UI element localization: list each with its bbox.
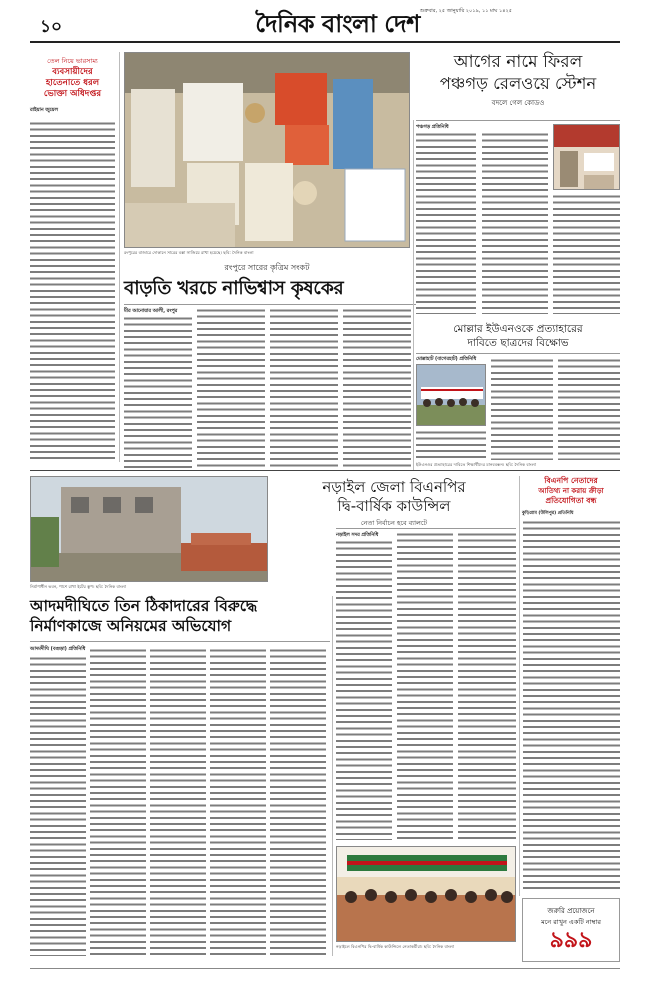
photo-student-protest bbox=[416, 364, 486, 426]
photo-caption: রংপুরের বাজারে দোকানে সারের বস্তা সাজিয়ে রাখা হয়েছে। ছবি: দৈনিক বাংলা bbox=[124, 250, 254, 255]
article-body bbox=[458, 532, 516, 840]
article-body bbox=[90, 648, 146, 956]
story-oil bbox=[30, 48, 115, 468]
headline-line: নড়াইল জেলা বিএনপির bbox=[322, 478, 466, 496]
article-body bbox=[30, 656, 86, 956]
article-body bbox=[558, 358, 620, 460]
byline: রাইয়ান জুয়েল bbox=[30, 108, 58, 113]
article-body bbox=[482, 132, 548, 314]
headline-line: বিএনপি নেতাদের bbox=[544, 476, 598, 485]
headline-line: আদমদীঘিতে তিন ঠিকাদারের বিরুদ্ধে bbox=[30, 597, 258, 615]
story-sports-stopped bbox=[522, 476, 620, 517]
headline-line: ভোক্তা অধিদপ্তর bbox=[43, 89, 102, 99]
story3-headline: বাড়তি খরচে নাভিশ্বাস কৃষকের bbox=[124, 278, 344, 299]
article-body bbox=[30, 121, 115, 459]
photo-construction-site bbox=[30, 476, 268, 582]
story3-kicker: রংপুরে সারের কৃত্রিম সংকট bbox=[224, 263, 310, 272]
article-body bbox=[416, 430, 486, 460]
headline-line: আতিথ্য না করায় ক্রীড়া bbox=[538, 487, 604, 495]
headline-line: ব্যবসায়ীদের bbox=[52, 67, 93, 77]
subhead: বদলে গেল কোডও bbox=[491, 99, 545, 107]
byline: আদমদীঘি (বগুড়া) প্রতিনিধি bbox=[30, 647, 86, 652]
article-body bbox=[270, 648, 326, 956]
headline-line: হাতেনাতে ধরল bbox=[45, 78, 100, 88]
emergency-ad bbox=[522, 898, 620, 962]
ad-line: মনে রাখুন একটি নাম্বার bbox=[541, 918, 601, 926]
photo-railway-station bbox=[553, 124, 620, 190]
photo-council-rally bbox=[336, 846, 516, 942]
story-narail-council bbox=[270, 478, 518, 529]
article-body bbox=[197, 308, 265, 468]
byline: কুড়িগ্রাম (উলিপুর) প্রতিনিধি bbox=[522, 511, 574, 516]
masthead bbox=[0, 0, 650, 46]
article-body bbox=[210, 648, 266, 956]
subhead: নেতা নির্বাচন হবে ব্যালটে bbox=[360, 519, 428, 527]
masthead-brand: দৈনিক বাংলা দেশ bbox=[255, 10, 420, 38]
byline: মোল্লাহাট (বাগেরহাট) প্রতিনিধি bbox=[416, 357, 477, 362]
dateline: শুক্রবার, ২৫ জানুয়ারি ২০১৯, ১১ মাঘ ১৪২৫ bbox=[420, 8, 512, 14]
ad-number: ৯৯৯ bbox=[549, 928, 593, 953]
article-body bbox=[343, 308, 411, 468]
headline-line: দ্বি-বার্ষিক কাউন্সিল bbox=[337, 497, 451, 515]
article-body bbox=[491, 358, 553, 460]
article-body bbox=[336, 540, 392, 840]
byline: পঞ্চগড় প্রতিনিধি bbox=[416, 125, 449, 130]
byline: নড়াইল সদর প্রতিনিধি bbox=[336, 533, 379, 538]
ad-line: জরুরি প্রয়োজনে bbox=[547, 907, 595, 915]
headline-line: পঞ্চগড় রেলওয়ে স্টেশন bbox=[439, 74, 597, 93]
story-protest bbox=[416, 322, 620, 350]
article-body bbox=[416, 132, 476, 314]
article-body bbox=[124, 316, 192, 468]
photo-caption: নড়াইলে বিএনপির দ্বি-বার্ষিক কাউন্সিলে নেতাকর্মীরা। ছবি: দৈনিক বাংলা bbox=[336, 944, 455, 949]
headline-line: মোল্লার ইউএনওকে প্রত্যাহারের bbox=[453, 323, 583, 335]
article-body bbox=[270, 308, 338, 468]
photo-caption: নির্মাণাধীন ভবন, পাশে রাখা ইটের স্তূপ। ছবি: দৈনিক বাংলা bbox=[30, 584, 127, 589]
headline-line: দাবিতে ছাত্রদের বিক্ষোভ bbox=[467, 337, 569, 349]
photo-fertilizer-shop bbox=[124, 52, 410, 248]
photo-caption: ইউএনওর প্রত্যাহারের দাবিতে শিক্ষার্থীদের মানববন্ধন। ছবি: দৈনিক বাংলা bbox=[416, 462, 537, 467]
article-body bbox=[150, 648, 206, 956]
headline-line: আগের নামে ফিরল bbox=[453, 52, 583, 72]
story-railway bbox=[416, 52, 620, 109]
headline-line: প্রতিযোগিতা বন্ধ bbox=[545, 496, 597, 505]
page-number: ১০ bbox=[40, 17, 63, 37]
byline: মীর আনোয়ার আলী, রংপুর bbox=[124, 309, 178, 314]
story-adamdighi bbox=[30, 596, 330, 636]
article-body bbox=[397, 532, 453, 840]
headline-line: নির্মাণকাজে অনিয়মের অভিযোগ bbox=[30, 617, 232, 635]
article-body bbox=[523, 520, 620, 892]
article-body bbox=[553, 194, 620, 314]
story-kicker: তেল নিয়ে ভারসাম্য bbox=[47, 57, 98, 65]
